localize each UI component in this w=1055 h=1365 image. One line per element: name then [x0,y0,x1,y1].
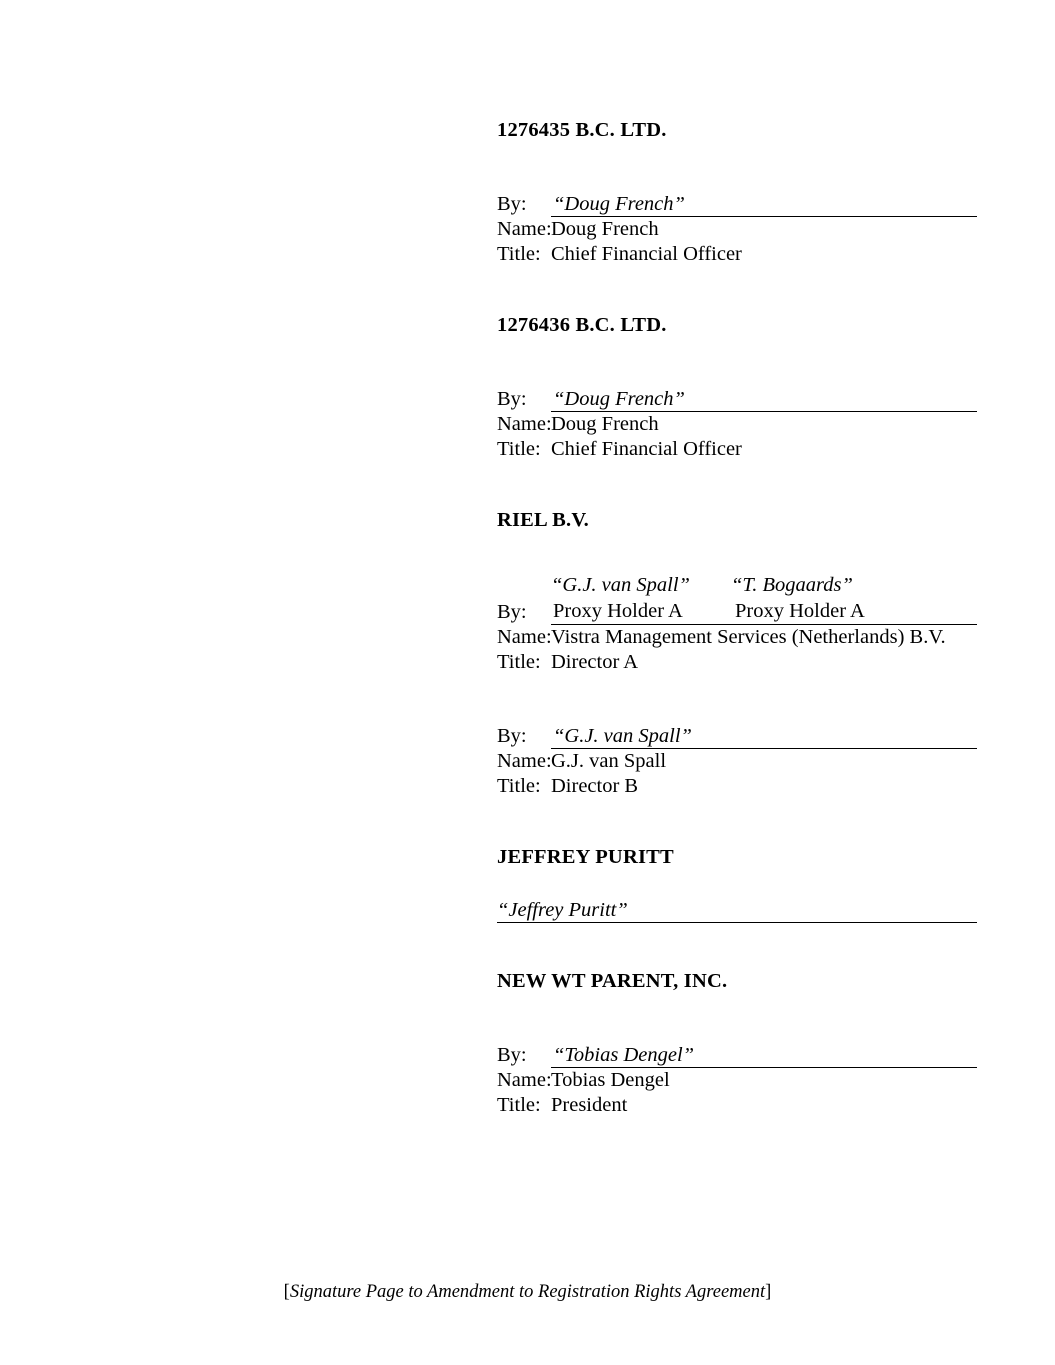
by-label: By: [497,601,527,623]
name-value: Vistra Management Services (Netherlands) B.V. [551,626,946,648]
signature-line [551,191,977,217]
signature-line [551,1042,977,1068]
footer-text: Signature Page to Amendment to Registration Rights Agreement [289,1282,766,1302]
name-label: Name: [497,750,552,772]
signature-row [497,723,977,749]
signature-row [497,1042,977,1068]
name-row [497,1068,977,1093]
signature-block [497,845,977,923]
signature-block-container [497,118,977,1118]
signature-line [551,723,977,749]
signature-line [551,386,977,412]
signature-row [497,386,977,412]
name-value: Doug French [551,413,659,435]
by-label: By: [497,193,527,215]
party-name: 1276436 B.C. LTD. [497,314,667,336]
title-label: Title: [497,243,541,265]
title-value: Director B [551,775,639,797]
proxy-signature-text-1: “G.J. van Spall” [551,574,690,596]
footer-open-bracket: [ [283,1282,290,1302]
title-label: Title: [497,1094,541,1116]
by-label: By: [497,1044,527,1066]
name-label: Name: [497,218,552,240]
title-value: Chief Financial Officer [551,438,742,460]
footer-close-bracket: ] [765,1282,772,1302]
signature-text: “Doug French” [553,388,685,411]
signature-line [551,599,977,625]
title-label: Title: [497,651,541,673]
name-label: Name: [497,1069,552,1091]
name-row [497,412,977,437]
signature-text: “Tobias Dengel” [553,1044,695,1067]
party-name: NEW WT PARENT, INC. [497,970,728,992]
name-label: Name: [497,626,552,648]
title-value: President [551,1094,628,1116]
by-label: By: [497,388,527,410]
name-value: Doug French [551,218,659,240]
proxy-holder-2: Proxy Holder A [735,600,865,622]
title-label: Title: [497,438,541,460]
name-row [497,217,977,242]
signature-text: “Doug French” [553,193,685,216]
title-row [497,1093,977,1118]
title-value: Director A [551,651,639,673]
title-value: Chief Financial Officer [551,243,742,265]
title-row [497,650,977,675]
title-label: Title: [497,775,541,797]
proxy-holder-1: Proxy Holder A [553,600,683,622]
signature-text: “Jeffrey Puritt” [497,899,628,922]
signature-text: “G.J. van Spall” [553,725,692,748]
proxy-signature-text-2: “T. Bogaards” [731,574,853,596]
title-row [497,242,977,267]
name-label: Name: [497,413,552,435]
signature-block [497,118,977,267]
party-name: 1276435 B.C. LTD. [497,119,667,141]
signature-block [497,508,977,799]
title-row [497,437,977,462]
signature-line [497,896,977,923]
title-row [497,774,977,799]
signature-block [497,313,977,462]
party-name: RIEL B.V. [497,509,590,531]
proxy-holder-row [497,599,977,625]
signature-block [497,969,977,1118]
party-name: JEFFREY PURITT [497,846,674,868]
by-label: By: [497,725,527,747]
name-value: Tobias Dengel [551,1069,670,1091]
proxy-signature-row [551,573,977,598]
name-value: G.J. van Spall [551,750,667,772]
name-row [497,625,977,650]
signature-row [497,191,977,217]
name-row [497,749,977,774]
page-footer [0,1282,1055,1303]
